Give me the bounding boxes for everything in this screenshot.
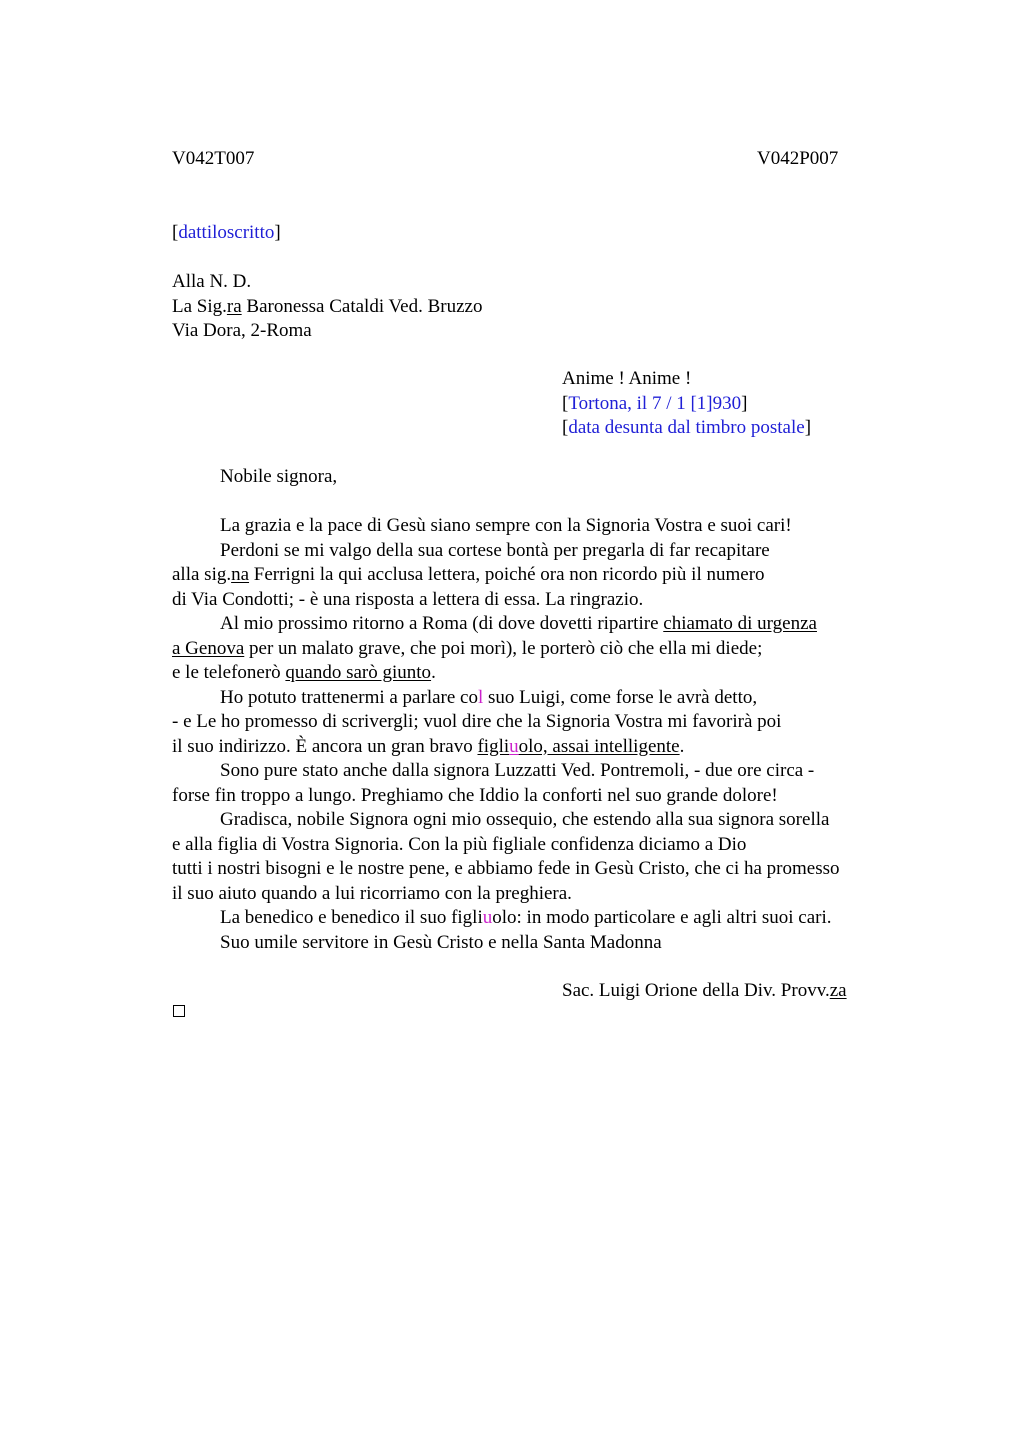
date-source-note: [data desunta dal timbro postale]: [562, 417, 812, 438]
body-line: Suo umile servitore in Gesù Cristo e nella Santa Madonna: [220, 931, 662, 953]
body-line: di Via Condotti; - è una risposta a lettera di essa. La ringrazio.: [172, 588, 644, 610]
date-note: [Tortona, il 7 / 1 [1]930]: [562, 392, 748, 414]
body-line: Perdoni se mi valgo della sua cortese bontà per pregarla di far recapitare: [220, 539, 770, 561]
address-block: [172, 270, 482, 344]
note-type-text: dattiloscritto: [178, 222, 275, 243]
document-code-right: V042P007: [757, 148, 839, 169]
body-line: il suo aiuto quando a lui ricorriamo con la preghiera.: [172, 882, 572, 904]
letter-body: [172, 514, 840, 955]
body-line: Al mio prossimo ritorno a Roma (di dove dovetti ripartire chiamato di urgenza: [220, 613, 817, 634]
body-line: forse fin troppo a lungo. Preghiamo che Iddio la conforti nel suo grande dolore!: [172, 784, 778, 806]
body-line: a Genova per un malato grave, che poi morì), le porterò ciò che ella mi diede;: [172, 637, 763, 659]
body-line: il suo indirizzo. È ancora un gran bravo figliuolo, assai intelligente.: [172, 735, 685, 757]
body-line: Gradisca, nobile Signora ogni mio ossequio, che estendo alla sua signora sorella: [220, 809, 830, 830]
signature: Sac. Luigi Orione della Div. Provv.za: [562, 980, 847, 1001]
body-line: Ho potuto trattenermi a parlare col suo Luigi, come forse le avrà detto,: [220, 686, 758, 708]
address-line-1: Alla N. D.: [172, 271, 252, 292]
body-line: La benedico e benedico il suo figliuolo: in modo particolare e agli altri suoi cari.: [220, 907, 832, 928]
body-line: tutti i nostri bisogni e le nostre pene, e abbiamo fede in Gesù Cristo, che ci ha promesso: [172, 858, 840, 879]
body-line: alla sig.na Ferrigni la qui acclusa lettera, poiché ora non ricordo più il numero: [172, 564, 765, 585]
editorial-note-typescript: [dattiloscritto]: [172, 222, 281, 243]
body-line: La grazia e la pace di Gesù siano sempre con la Signoria Vostra e suoi cari!: [220, 515, 792, 536]
address-line-2: La Sig.ra Baronessa Cataldi Ved. Bruzzo: [172, 295, 483, 317]
body-line: - e Le ho promesso di scrivergli; vuol dire che la Signoria Vostra mi favorirà poi: [172, 711, 782, 732]
address-line-3: Via Dora, 2-Roma: [172, 320, 312, 341]
end-marker-box-icon: [173, 1005, 185, 1017]
body-line: Sono pure stato anche dalla signora Luzzatti Ved. Pontremoli, - due ore circa -: [220, 760, 815, 781]
date-block: [562, 367, 811, 441]
body-line: e alla figlia di Vostra Signoria. Con la più figliale confidenza diciamo a Dio: [172, 833, 747, 855]
body-line: e le telefonerò quando sarò giunto.: [172, 662, 436, 683]
motto: Anime ! Anime !: [562, 368, 692, 389]
salutation: Nobile signora,: [220, 466, 338, 487]
document-code-left: V042T007: [172, 148, 255, 169]
